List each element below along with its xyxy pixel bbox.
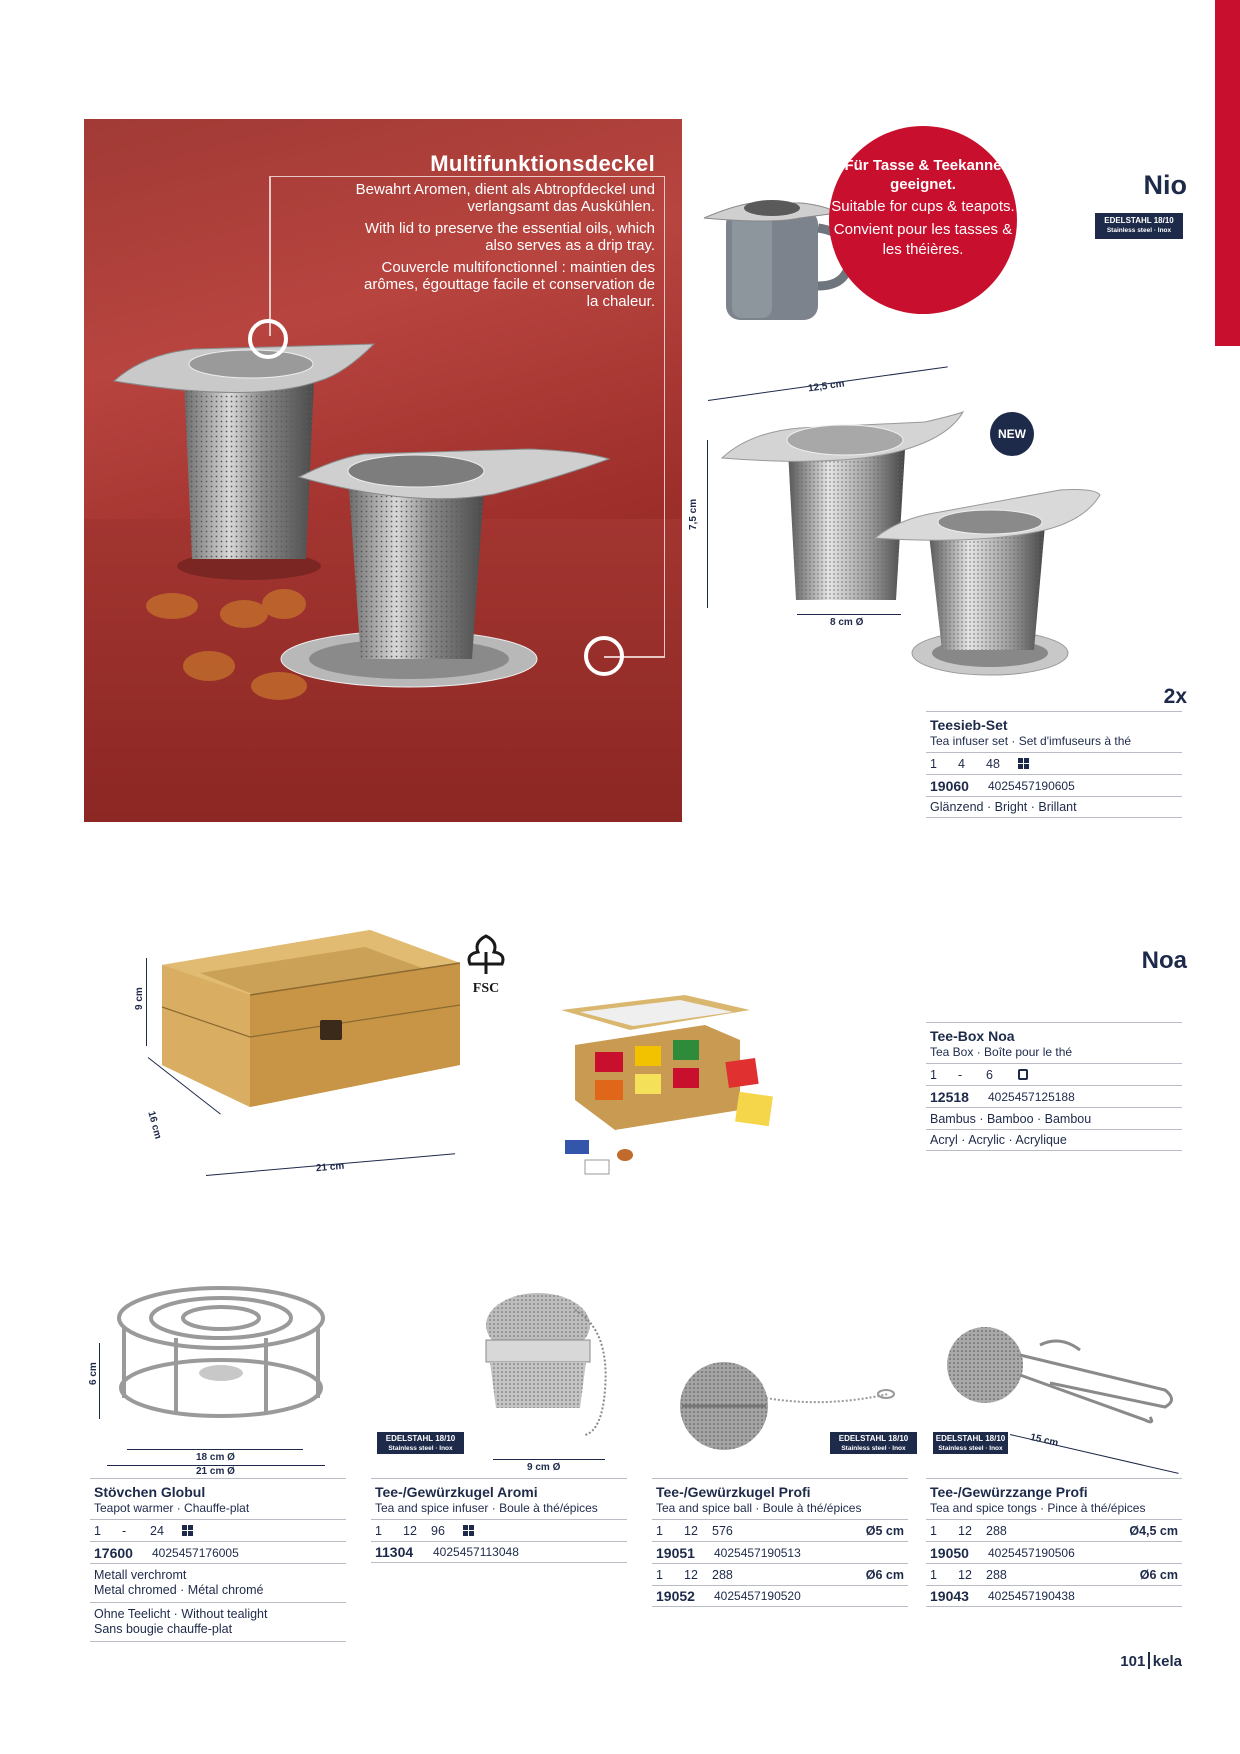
pack-row: 1 12 288 Ø4,5 cm: [926, 1519, 1182, 1541]
dim-width-noa: 21 cm: [315, 1160, 345, 1175]
pack-row: 1 12 288 Ø6 cm: [926, 1563, 1182, 1585]
ean: 4025457176005: [152, 1545, 239, 1560]
carton-icon: [1018, 1069, 1028, 1080]
brand-logo: kela: [1152, 1653, 1182, 1670]
hero-text-en: With lid to preserve the essential oils, which also serves as a drip tray.: [364, 220, 655, 254]
product-info-aromi: [371, 1478, 627, 1563]
pallet-icon: [1018, 758, 1029, 769]
chapter-tab: [1215, 0, 1240, 346]
article-number: 19052: [656, 1588, 695, 1604]
pack-row: 1 12 576 Ø5 cm: [652, 1519, 908, 1541]
page-footer: [1120, 1652, 1182, 1670]
hero-image: [84, 119, 682, 822]
steel-tag-nio: EDELSTAHL 18/10 Stainless steel · Inox: [1095, 213, 1183, 239]
tray-callout-ring: [584, 636, 624, 676]
dim-height-noa: 9 cm: [134, 987, 145, 1010]
profi-tongs-image: [940, 1325, 1180, 1445]
material-row-2: Acryl · Acrylic · Acrylique: [926, 1129, 1182, 1151]
article-number: 19051: [656, 1544, 695, 1561]
product-subtitle: Tea Box · Boîte pour le thé: [930, 1045, 1073, 1059]
dim-width-nio: 12,5 cm: [807, 378, 846, 395]
dim-tongs: 15 cm: [1029, 1431, 1060, 1450]
new-badge: NEW: [990, 412, 1034, 456]
material-row: Metall verchromt Metal chromed · Métal chromé: [90, 1563, 346, 1602]
ean: 4025457190605: [988, 778, 1075, 793]
hero-text: [355, 151, 655, 315]
pack-row: 1 12 96: [371, 1519, 627, 1541]
badge-text-de: Für Tasse & Teekanne geeignet.: [844, 157, 1002, 193]
article-number: 12518: [930, 1088, 969, 1105]
dim-height-nio: 7,5 cm: [688, 498, 699, 530]
pack-row: 1 - 24: [90, 1519, 346, 1541]
product-info-profi-tongs: [926, 1478, 1182, 1607]
pallet-icon: [182, 1525, 193, 1536]
pack-row: 1 12 288 Ø6 cm: [652, 1563, 908, 1585]
tea-box-image: [160, 925, 470, 1170]
dim-d2-globul: 21 cm Ø: [196, 1466, 235, 1477]
finish-row: Glänzend · Bright · Brillant: [926, 796, 1182, 818]
article-number: 19050: [930, 1544, 969, 1561]
hero-text-de: Bewahrt Aromen, dient als Abtropfdeckel und verlangsamt das Auskühlen.: [355, 181, 655, 215]
page-number: 101: [1120, 1653, 1146, 1670]
badge-text-fr: Convient pour les tasses & les théières.: [833, 221, 1013, 258]
product-subtitle: Tea and spice ball · Boule à thé/épices: [656, 1501, 862, 1515]
note-row: Ohne Teelicht · Without tealight Sans bougie chauffe-plat: [90, 1602, 346, 1642]
pallet-icon: [463, 1525, 474, 1536]
product-subtitle: Tea and spice infuser · Boule à thé/épices: [375, 1501, 598, 1515]
pack-row: 1 - 6: [926, 1063, 1182, 1085]
hero-text-fr: Couvercle multifonctionnel : maintien des arômes, égouttage facile et conservation de la chaleur.: [363, 259, 655, 310]
ean: 4025457190438: [988, 1589, 1075, 1603]
badge-text-en: Suitable for cups & teapots.: [831, 198, 1015, 215]
product-title: Tee-/Gewürzzange Profi: [926, 1478, 1182, 1501]
dim-diam-nio: 8 cm Ø: [830, 617, 864, 628]
product-title: Tee-/Gewürzkugel Profi: [652, 1478, 908, 1501]
product-title: Tee-/Gewürzkugel Aromi: [371, 1478, 627, 1501]
hero-title: Multifunktionsdeckel: [430, 151, 655, 176]
ean: 4025457113048: [433, 1545, 519, 1559]
steel-tag-profi-ball: EDELSTAHL 18/10 Stainless steel · Inox: [830, 1432, 917, 1454]
set-quantity: 2x: [1163, 685, 1187, 708]
product-title: Tee-Box Noa: [926, 1022, 1182, 1045]
article-number: 17600: [94, 1544, 133, 1561]
nio-infusers-image: [700, 360, 1110, 690]
article-number: 19060: [930, 777, 969, 794]
suitability-badge: [829, 126, 1017, 314]
product-info-noa: [926, 1022, 1182, 1151]
series-title-noa: Noa: [1141, 947, 1187, 974]
product-info-globul: [90, 1478, 346, 1642]
article-number: 19043: [930, 1588, 969, 1604]
pack-row: 1 4 48: [926, 752, 1182, 774]
ean: 4025457125188: [988, 1089, 1075, 1104]
open-tea-box-image: [555, 990, 795, 1190]
series-title-nio: Nio: [1143, 170, 1187, 200]
dim-depth-noa: 16 cm: [145, 1110, 164, 1141]
aromi-infuser-image: [480, 1290, 615, 1440]
product-subtitle: Teapot warmer · Chauffe-plat: [94, 1501, 250, 1515]
product-subtitle: Tea and spice tongs · Pince à thé/épices: [930, 1501, 1146, 1515]
ean: 4025457190513: [714, 1545, 801, 1560]
lid-callout-ring: [248, 319, 288, 359]
ean: 4025457190506: [988, 1545, 1075, 1560]
material-row: Bambus · Bamboo · Bambou: [926, 1107, 1182, 1129]
product-title: Teesieb-Set: [926, 711, 1182, 734]
fsc-logo: FSC: [458, 932, 514, 996]
steel-tag-profi-tongs: EDELSTAHL 18/10 Stainless steel · Inox: [933, 1432, 1008, 1454]
fsc-tree-icon: [458, 932, 514, 976]
dim-height-globul: 6 cm: [88, 1362, 99, 1385]
teapot-warmer-image: [106, 1278, 336, 1428]
steel-tag-aromi: EDELSTAHL 18/10 Stainless steel · Inox: [377, 1432, 464, 1454]
ean: 4025457190520: [714, 1589, 801, 1603]
dim-d1-globul: 18 cm Ø: [196, 1452, 235, 1463]
article-number: 11304: [375, 1544, 414, 1560]
product-info-profi-ball: [652, 1478, 908, 1607]
product-info-nio: [926, 711, 1182, 818]
dim-aromi: 9 cm Ø: [527, 1462, 561, 1473]
product-title: Stövchen Globul: [90, 1478, 346, 1501]
product-subtitle: Tea infuser set · Set d'imfuseurs à thé: [930, 734, 1132, 748]
